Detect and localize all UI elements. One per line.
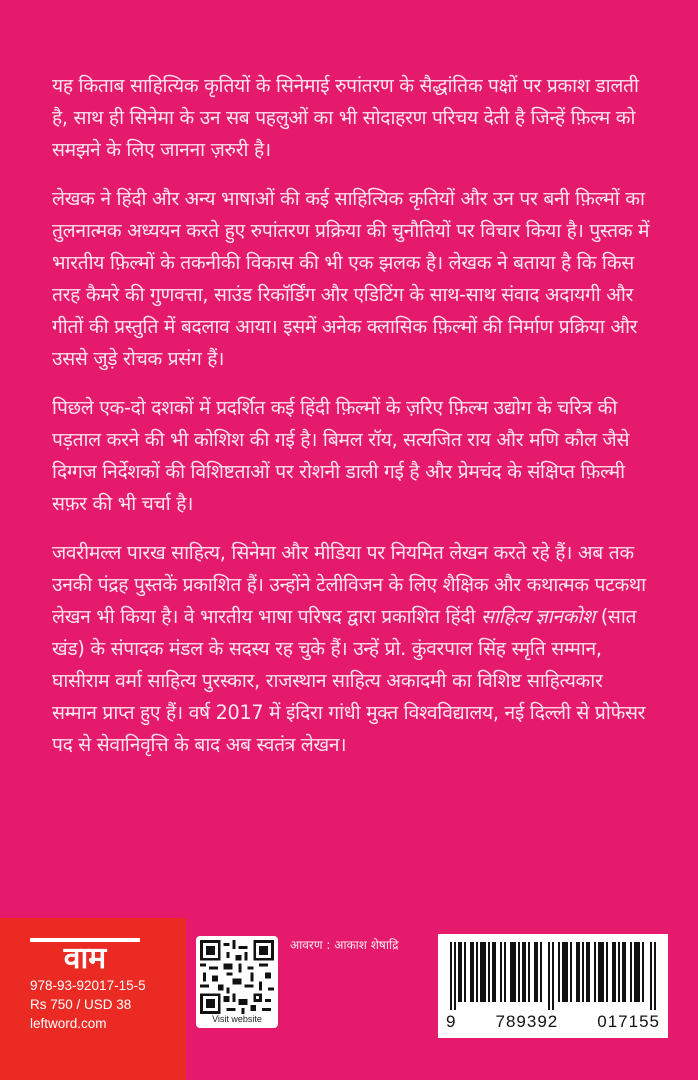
barcode-digits [446, 1012, 660, 1032]
bottom-bar [0, 918, 698, 1080]
barcode-digit-group-2: 789392 [495, 1012, 559, 1031]
qr-code-icon [200, 940, 274, 1014]
author-bio-part-2: (सात खंड) के संपादक मंडल के सदस्य रह चुके हैं। उन्हें प्रो. कुंवरपाल सिंह स्मृति सम्मान, घासीराम वर्मा साहित्य पुरस्कार, राजस्थान साहित्य अकादमी का विशिष्ट साहित्यकार सम्मान प्राप्त हुए हैं। वर्ष 2017 में इंदिरा गांधी मुक्त विश्वविद्यालय, नई दिल्ली से प्रोफेसर पद से सेवानिवृत्ति के बाद अब स्वतंत्र लेखन। [52, 605, 646, 756]
cover-credit: आवरण : आकाश शेषाद्रि [290, 938, 399, 952]
publisher-logo [30, 938, 140, 970]
paragraph-1: यह किताब साहित्यिक कृतियों के सिनेमाई रुपांतरण के सैद्धांतिक पक्षों पर प्रकाश डालती है, साथ ही सिनेमा के उन सब पहलुओं का भी सोदाहरण परिचय देती है जिन्हें फ़िल्म को समझने के लिए जानना ज़रुरी है। [52, 74, 639, 161]
barcode-icon [450, 942, 656, 1010]
barcode-digit-group-3: 017155 [597, 1012, 660, 1031]
paragraph-3: पिछले एक-दो दशकों में प्रदर्शित कई हिंदी फ़िल्मों के ज़रिए फ़िल्म उद्योग के चरित्र की पड़ताल करने की भी कोशिश की गई है। बिमल रॉय, सत्यजित राय और मणि कौल जैसे दिग्गज निर्देशकों की विशिष्टताओं पर रोशनी डाली गई है और प्रेमचंद के संक्षिप्त फ़िल्मी सफ़र की भी चर्चा है। [52, 396, 630, 515]
isbn-barcode [438, 934, 668, 1038]
barcode-digit-group-1: 9 [446, 1012, 457, 1031]
qr-label: Visit website [212, 1014, 262, 1024]
publisher-panel [0, 918, 186, 1080]
author-bio-italic-title: साहित्य ज्ञानकोश [481, 605, 595, 628]
price-text: Rs 750 / USD 38 [30, 997, 132, 1012]
svg-text:वाम: वाम [63, 941, 107, 970]
author-bio-part-1: जवरीमल्ल पारख साहित्य, सिनेमा और मीडिया पर नियमित लेखन करते रहे हैं। अब तक उनकी पंद्रह पुस्तकें प्रकाशित हैं। उन्होंने टेलीविजन के लिए शैक्षिक और कथात्मक पटकथा लेखन भी किया है। वे भारतीय भाषा परिषद द्वारा प्रकाशित हिंदी [52, 541, 646, 628]
website-link[interactable]: leftword.com [30, 1016, 107, 1031]
paragraph-2: लेखक ने हिंदी और अन्य भाषाओं की कई साहित्यिक कृतियों और उन पर बनी फ़िल्मों का तुलनात्मक अध्ययन करते हुए रुपांतरण प्रक्रिया की चुनौतियों पर विचार किया है। पुस्तक में भारतीय फ़िल्मों के तकनीकी विकास की भी एक झलक है। लेखक ने बताया है कि किस तरह कैमरे की गुणवत्ता, साउंड रिकॉर्डिंग और एडिटिंग के साथ-साथ संवाद अदायगी और गीतों की प्रस्तुति में बदलाव आया। इसमें अनेक क्लासिक फ़िल्मों की निर्माण प्रक्रिया और उससे जुड़े रोचक प्रसंग हैं। [52, 187, 650, 370]
publisher-info [30, 976, 180, 1033]
blurb-text [52, 70, 652, 761]
qr-code-card[interactable] [196, 936, 278, 1028]
isbn-text: 978-93-92017-15-5 [30, 978, 146, 993]
author-bio [52, 537, 652, 761]
